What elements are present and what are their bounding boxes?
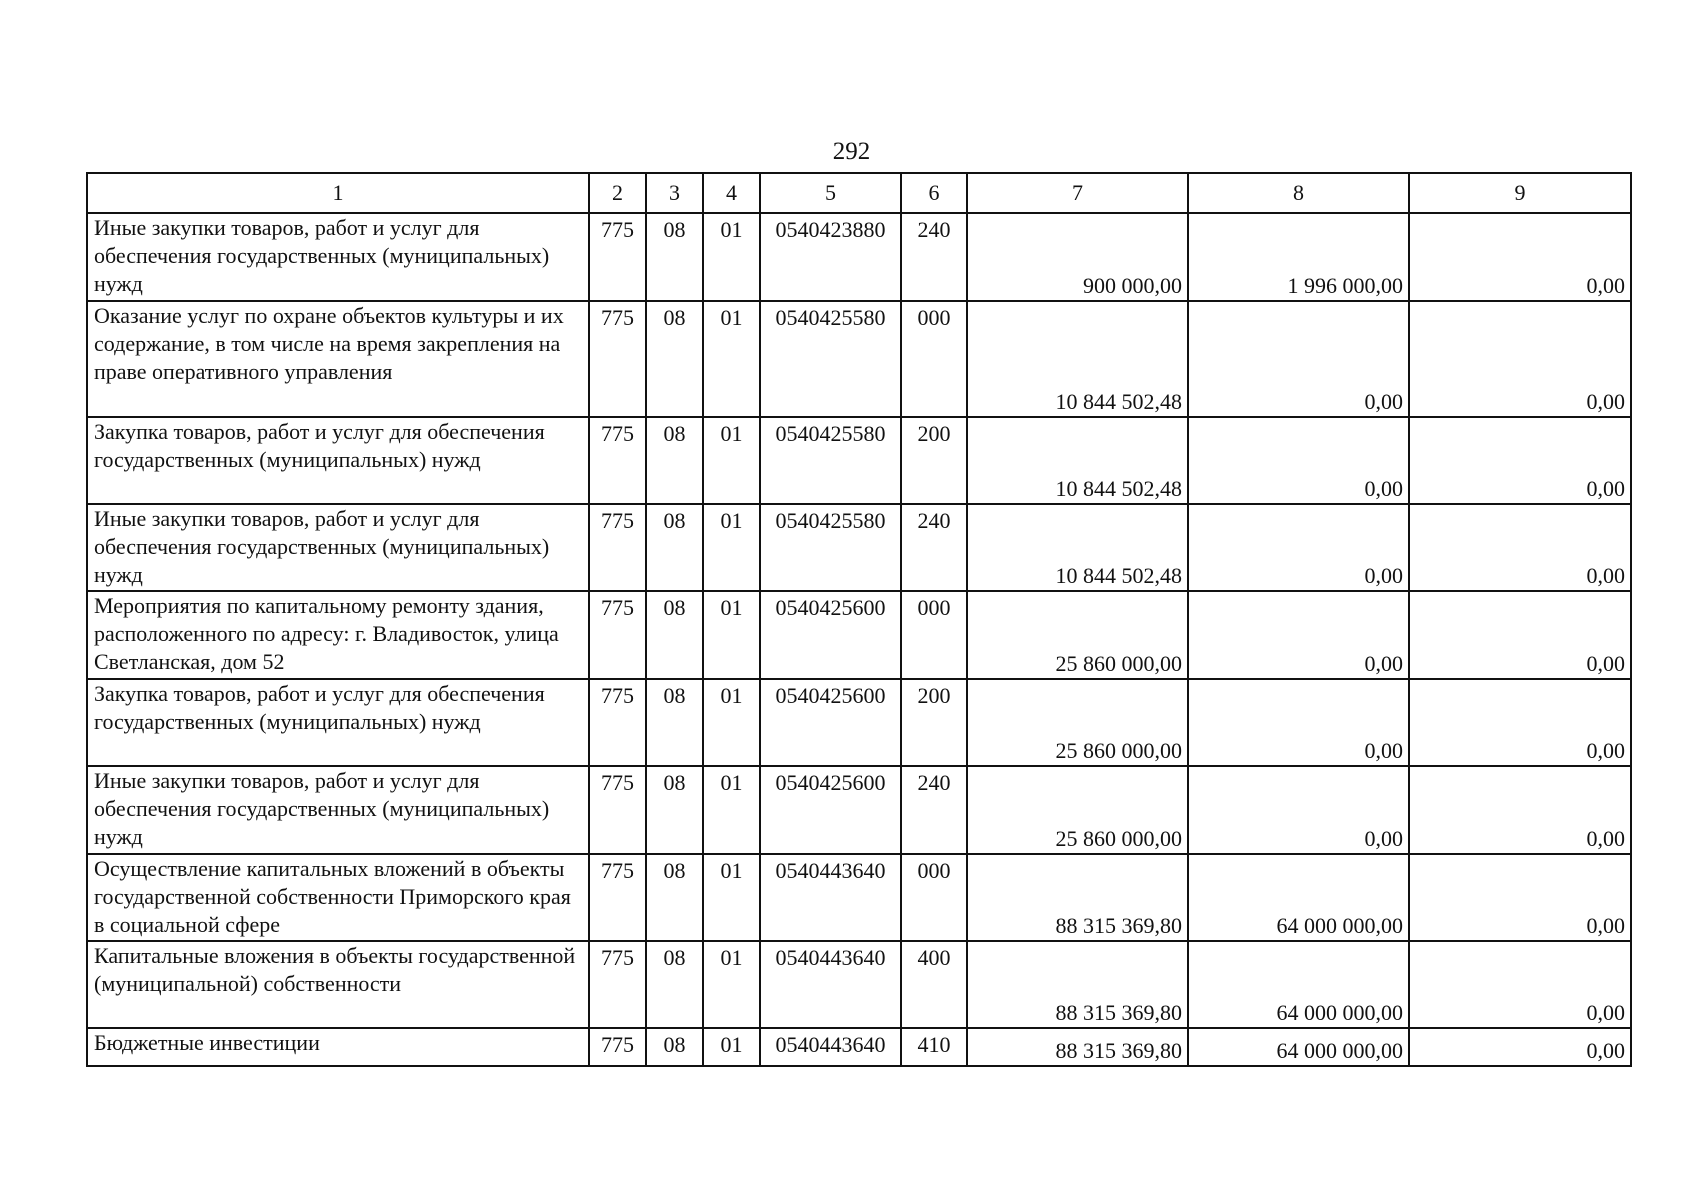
header-cell: 3	[646, 173, 703, 213]
cell-code-2: 775	[589, 854, 646, 941]
cell-code-3: 08	[646, 941, 703, 1028]
cell-code-4: 01	[703, 854, 760, 941]
cell-code-3: 08	[646, 213, 703, 301]
cell-amount-9: 0,00	[1409, 591, 1631, 679]
cell-amount-8: 0,00	[1188, 301, 1409, 417]
cell-amount-7: 25 860 000,00	[967, 679, 1188, 766]
cell-code-6: 240	[901, 766, 967, 854]
header-cell: 5	[760, 173, 901, 213]
cell-amount-8: 0,00	[1188, 591, 1409, 679]
cell-code-4: 01	[703, 1028, 760, 1066]
cell-code-3: 08	[646, 301, 703, 417]
cell-code-2: 775	[589, 417, 646, 504]
cell-code-4: 01	[703, 417, 760, 504]
cell-amount-8: 0,00	[1188, 417, 1409, 504]
header-cell: 1	[87, 173, 589, 213]
cell-code-3: 08	[646, 766, 703, 854]
cell-code-6: 240	[901, 504, 967, 591]
cell-amount-9: 0,00	[1409, 941, 1631, 1028]
header-cell: 2	[589, 173, 646, 213]
cell-amount-8: 64 000 000,00	[1188, 854, 1409, 941]
cell-amount-7: 900 000,00	[967, 213, 1188, 301]
cell-code-6: 240	[901, 213, 967, 301]
cell-code-5: 0540425600	[760, 766, 901, 854]
cell-code-2: 775	[589, 941, 646, 1028]
cell-amount-9: 0,00	[1409, 213, 1631, 301]
cell-amount-7: 10 844 502,48	[967, 301, 1188, 417]
table-row	[87, 504, 1631, 591]
cell-amount-9: 0,00	[1409, 679, 1631, 766]
cell-code-2: 775	[589, 591, 646, 679]
row-name: Иные закупки товаров, работ и услуг для обеспечения государственных (муниципальных) нужд	[87, 766, 589, 854]
cell-code-2: 775	[589, 213, 646, 301]
table-row	[87, 679, 1631, 766]
cell-amount-9: 0,00	[1409, 854, 1631, 941]
row-name: Мероприятия по капитальному ремонту здания, расположенного по адресу: г. Владивосток, улица Светланская, дом 52	[87, 591, 589, 679]
cell-code-4: 01	[703, 504, 760, 591]
cell-code-3: 08	[646, 417, 703, 504]
cell-code-6: 200	[901, 417, 967, 504]
budget-table	[86, 172, 1632, 1067]
row-name: Капитальные вложения в объекты государственной (муниципальной) собственности	[87, 941, 589, 1028]
cell-code-4: 01	[703, 766, 760, 854]
cell-code-4: 01	[703, 941, 760, 1028]
header-cell: 4	[703, 173, 760, 213]
table-row	[87, 854, 1631, 941]
row-name: Закупка товаров, работ и услуг для обеспечения государственных (муниципальных) нужд	[87, 679, 589, 766]
table-row	[87, 1028, 1631, 1066]
row-name: Закупка товаров, работ и услуг для обеспечения государственных (муниципальных) нужд	[87, 417, 589, 504]
header-cell: 9	[1409, 173, 1631, 213]
cell-code-3: 08	[646, 679, 703, 766]
cell-code-4: 01	[703, 301, 760, 417]
cell-amount-8: 0,00	[1188, 504, 1409, 591]
cell-amount-7: 88 315 369,80	[967, 854, 1188, 941]
cell-code-5: 0540425580	[760, 417, 901, 504]
cell-code-6: 000	[901, 301, 967, 417]
cell-amount-8: 64 000 000,00	[1188, 941, 1409, 1028]
cell-code-6: 200	[901, 679, 967, 766]
cell-code-5: 0540443640	[760, 941, 901, 1028]
cell-amount-9: 0,00	[1409, 766, 1631, 854]
cell-code-3: 08	[646, 1028, 703, 1066]
cell-code-2: 775	[589, 301, 646, 417]
cell-code-6: 400	[901, 941, 967, 1028]
cell-amount-7: 88 315 369,80	[967, 941, 1188, 1028]
table-row	[87, 417, 1631, 504]
cell-amount-7: 25 860 000,00	[967, 766, 1188, 854]
table-row	[87, 591, 1631, 679]
cell-amount-9: 0,00	[1409, 301, 1631, 417]
table-row	[87, 941, 1631, 1028]
table-row	[87, 301, 1631, 417]
cell-code-3: 08	[646, 504, 703, 591]
cell-code-5: 0540425580	[760, 504, 901, 591]
cell-code-3: 08	[646, 591, 703, 679]
cell-code-4: 01	[703, 213, 760, 301]
table-row	[87, 766, 1631, 854]
cell-amount-9: 0,00	[1409, 504, 1631, 591]
page-number: 292	[832, 138, 871, 165]
cell-amount-9: 0,00	[1409, 417, 1631, 504]
cell-amount-7: 25 860 000,00	[967, 591, 1188, 679]
cell-amount-7: 10 844 502,48	[967, 504, 1188, 591]
cell-code-2: 775	[589, 1028, 646, 1066]
table-row	[87, 213, 1631, 301]
cell-code-5: 0540425600	[760, 591, 901, 679]
header-cell: 8	[1188, 173, 1409, 213]
cell-code-2: 775	[589, 679, 646, 766]
cell-code-5: 0540423880	[760, 213, 901, 301]
row-name: Осуществление капитальных вложений в объекты государственной собственности Приморского края в социальной сфере	[87, 854, 589, 941]
cell-code-3: 08	[646, 854, 703, 941]
row-name: Иные закупки товаров, работ и услуг для обеспечения государственных (муниципальных) нужд	[87, 504, 589, 591]
cell-amount-8: 1 996 000,00	[1188, 213, 1409, 301]
cell-code-6: 000	[901, 854, 967, 941]
row-name: Иные закупки товаров, работ и услуг для обеспечения государственных (муниципальных) нужд	[87, 213, 589, 301]
header-cell: 7	[967, 173, 1188, 213]
cell-amount-8: 0,00	[1188, 766, 1409, 854]
cell-code-4: 01	[703, 591, 760, 679]
cell-amount-7: 10 844 502,48	[967, 417, 1188, 504]
cell-code-2: 775	[589, 504, 646, 591]
cell-code-6: 000	[901, 591, 967, 679]
cell-code-5: 0540443640	[760, 1028, 901, 1066]
cell-code-5: 0540443640	[760, 854, 901, 941]
cell-amount-7: 88 315 369,80	[967, 1028, 1188, 1066]
cell-amount-8: 64 000 000,00	[1188, 1028, 1409, 1066]
row-name: Оказание услуг по охране объектов культуры и их содержание, в том числе на время закрепления на праве оперативного управления	[87, 301, 589, 417]
cell-code-2: 775	[589, 766, 646, 854]
cell-code-6: 410	[901, 1028, 967, 1066]
cell-code-5: 0540425600	[760, 679, 901, 766]
header-row	[87, 173, 1631, 213]
cell-code-4: 01	[703, 679, 760, 766]
cell-amount-9: 0,00	[1409, 1028, 1631, 1066]
cell-code-5: 0540425580	[760, 301, 901, 417]
row-name: Бюджетные инвестиции	[87, 1028, 589, 1066]
header-cell: 6	[901, 173, 967, 213]
cell-amount-8: 0,00	[1188, 679, 1409, 766]
